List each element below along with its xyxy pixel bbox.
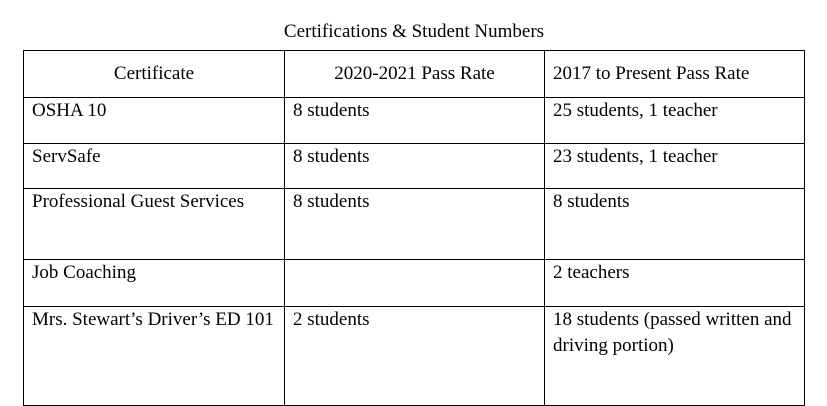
table-row [24, 144, 805, 189]
header-row [24, 51, 805, 98]
pass-rate-2020-2021-cell [285, 260, 545, 307]
pass-rate-2020-2021-cell: 8 students [285, 144, 545, 189]
pass-rate-2017-present-cell: 2 teachers [545, 260, 805, 307]
certificate-cell: Mrs. Stewart’s Driver’s ED 101 [24, 307, 285, 406]
certifications-table [23, 50, 805, 406]
certificate-cell: OSHA 10 [24, 98, 285, 144]
table-row [24, 98, 805, 144]
pass-rate-2020-2021-cell: 8 students [285, 98, 545, 144]
pass-rate-2017-present-cell: 23 students, 1 teacher [545, 144, 805, 189]
pass-rate-2017-present-cell: 8 students [545, 189, 805, 260]
certificate-cell: Job Coaching [24, 260, 285, 307]
header-2017-to-present-pass-rate: 2017 to Present Pass Rate [545, 51, 805, 98]
pass-rate-2020-2021-cell: 8 students [285, 189, 545, 260]
pass-rate-2020-2021-cell: 2 students [285, 307, 545, 406]
header-certificate: Certificate [24, 51, 285, 98]
table-row [24, 260, 805, 307]
certificate-cell: Professional Guest Services [24, 189, 285, 260]
certificate-cell: ServSafe [24, 144, 285, 189]
table-row [24, 307, 805, 406]
table-row [24, 189, 805, 260]
pass-rate-2017-present-cell: 25 students, 1 teacher [545, 98, 805, 144]
pass-rate-2017-present-cell: 18 students (passed written and driving portion) [545, 307, 805, 406]
table-caption: Certifications & Student Numbers [283, 21, 545, 42]
header-2020-2021-pass-rate: 2020-2021 Pass Rate [285, 51, 545, 98]
